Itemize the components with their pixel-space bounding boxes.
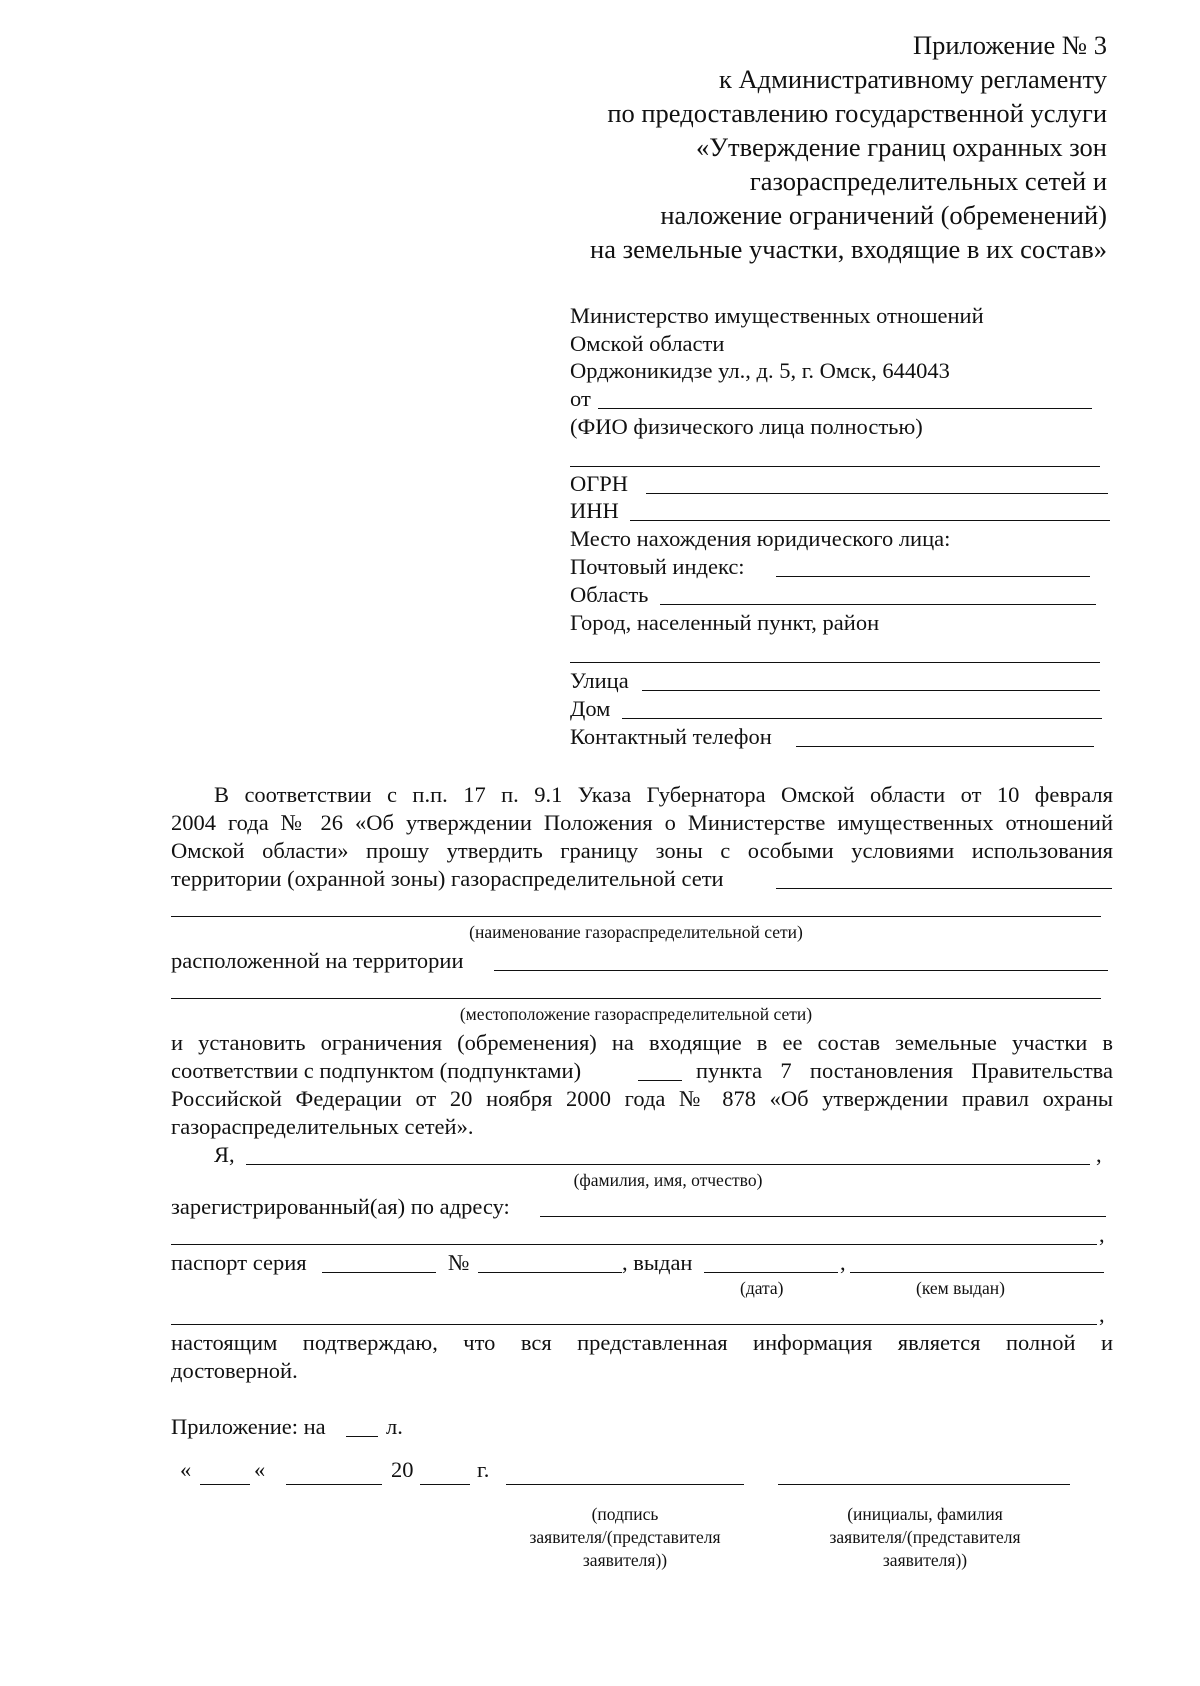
postal-field[interactable] xyxy=(776,576,1090,577)
located-label: расположенной на территории xyxy=(171,948,464,973)
ministry-address: Орджоникидзе ул., д. 5, г. Омск, 644043 xyxy=(570,358,950,383)
phone-field[interactable] xyxy=(796,746,1094,747)
attachment-suffix: л. xyxy=(386,1414,403,1439)
ministry-name: Министерство имущественных отношений xyxy=(570,303,984,328)
comma: , xyxy=(1096,1142,1102,1167)
request-line: территории (охранной зоны) газораспределительной сети xyxy=(171,866,724,891)
request-line: Омской области» прошу утвердить границу зоны с особыми условиями использования xyxy=(171,838,1113,863)
attachment-pages-field[interactable] xyxy=(346,1436,378,1437)
month-field[interactable] xyxy=(286,1484,382,1485)
month-quote-open: « xyxy=(254,1457,266,1482)
initials-field[interactable] xyxy=(778,1484,1070,1485)
passport-number-field[interactable] xyxy=(478,1272,622,1273)
network-location-field[interactable] xyxy=(494,970,1108,971)
street-field[interactable] xyxy=(642,690,1100,691)
request-line: газораспределительных сетей». xyxy=(171,1114,474,1139)
street-label: Улица xyxy=(570,668,629,693)
city-label: Город, населенный пункт, район xyxy=(570,610,880,635)
year-field[interactable] xyxy=(420,1484,470,1485)
network-name-field-2[interactable] xyxy=(171,916,1101,917)
i-label: Я, xyxy=(214,1142,235,1167)
ministry-region: Омской области xyxy=(570,331,725,356)
house-label: Дом xyxy=(570,696,611,721)
house-field[interactable] xyxy=(622,718,1102,719)
confirm-line: настоящим подтверждаю, что вся представленная информация является полной и xyxy=(171,1330,1113,1355)
from-label: от xyxy=(570,386,591,411)
request-line: пункта 7 постановления Правительства xyxy=(696,1058,1113,1083)
header-line: «Утверждение границ охранных зон xyxy=(696,132,1107,162)
postal-label: Почтовый индекс: xyxy=(570,554,745,579)
issued-by-field-2[interactable] xyxy=(171,1324,1097,1325)
day-field[interactable] xyxy=(200,1484,250,1485)
request-line: и установить ограничения (обременения) на входящие в ее состав земельные участки в xyxy=(171,1030,1113,1055)
header-line: к Административному регламенту xyxy=(719,64,1107,94)
fio-label: (ФИО физического лица полностью) xyxy=(570,414,923,439)
header-line: на земельные участки, входящие в их состав» xyxy=(590,234,1107,264)
ogrn-field[interactable] xyxy=(646,493,1108,494)
number-label: № xyxy=(448,1250,470,1275)
inn-field[interactable] xyxy=(630,520,1110,521)
year-suffix: г. xyxy=(477,1457,490,1482)
from-field[interactable] xyxy=(598,408,1092,409)
issued-by-caption: (кем выдан) xyxy=(916,1278,1005,1298)
inn-label: ИНН xyxy=(570,498,619,523)
registered-address-field[interactable] xyxy=(540,1216,1106,1217)
attachment-label: Приложение: на xyxy=(171,1414,326,1439)
signature-caption: (подпись xyxy=(591,1504,659,1524)
issued-by-field[interactable] xyxy=(850,1272,1104,1273)
header-line: по предоставлению государственной услуги xyxy=(607,98,1107,128)
passport-series-field[interactable] xyxy=(322,1272,436,1273)
phone-label: Контактный телефон xyxy=(570,724,772,749)
region-field[interactable] xyxy=(660,604,1096,605)
declarant-fio-field[interactable] xyxy=(246,1164,1090,1165)
request-line: Российской Федерации от 20 ноября 2000 года № 878 «Об утверждении правил охраны xyxy=(171,1086,1113,1111)
network-name-caption: (наименование газораспределительной сети) xyxy=(469,922,803,942)
date-caption: (дата) xyxy=(740,1278,784,1298)
comma: , xyxy=(840,1250,846,1275)
confirm-line: достоверной. xyxy=(171,1358,298,1383)
signature-caption: заявителя)) xyxy=(582,1550,668,1570)
signature-field[interactable] xyxy=(506,1484,744,1485)
header-line: газораспределительных сетей и xyxy=(749,166,1107,196)
issued-label: , выдан xyxy=(622,1250,693,1275)
header-line: наложение ограничений (обременений) xyxy=(660,200,1107,230)
year-prefix: 20 xyxy=(391,1457,414,1482)
appendix-number: Приложение № 3 xyxy=(912,30,1107,60)
ogrn-label: ОГРН xyxy=(570,471,629,496)
registered-address-field-2[interactable] xyxy=(171,1244,1097,1245)
passport-label: паспорт серия xyxy=(171,1250,307,1275)
city-field[interactable] xyxy=(570,662,1100,663)
subparagraph-field[interactable] xyxy=(638,1080,682,1081)
declarant-fio-caption: (фамилия, имя, отчество) xyxy=(573,1170,763,1190)
fio-field[interactable] xyxy=(570,466,1100,467)
day-quote-open: « xyxy=(180,1457,192,1482)
network-location-caption: (местоположение газораспределительной сети) xyxy=(459,1004,813,1024)
issued-date-field[interactable] xyxy=(704,1272,838,1273)
region-label: Область xyxy=(570,582,649,607)
location-label: Место нахождения юридического лица: xyxy=(570,526,951,551)
initials-caption: (инициалы, фамилия xyxy=(847,1504,1003,1524)
comma: , xyxy=(1099,1222,1105,1247)
request-line: В соответствии с п.п. 17 п. 9.1 Указа Губернатора Омской области от 10 февраля xyxy=(214,782,1113,807)
request-line: 2004 года № 26 «Об утверждении Положения о Министерстве имущественных отношений xyxy=(171,810,1113,835)
signature-caption: заявителя/(представителя xyxy=(529,1527,721,1547)
initials-caption: заявителя)) xyxy=(882,1550,968,1570)
network-location-field-2[interactable] xyxy=(171,998,1101,999)
request-line: соответствии с подпунктом (подпунктами) xyxy=(171,1058,582,1083)
network-name-field[interactable] xyxy=(776,888,1112,889)
registered-label: зарегистрированный(ая) по адресу: xyxy=(171,1194,510,1219)
initials-caption: заявителя/(представителя xyxy=(829,1527,1021,1547)
comma: , xyxy=(1099,1302,1105,1327)
